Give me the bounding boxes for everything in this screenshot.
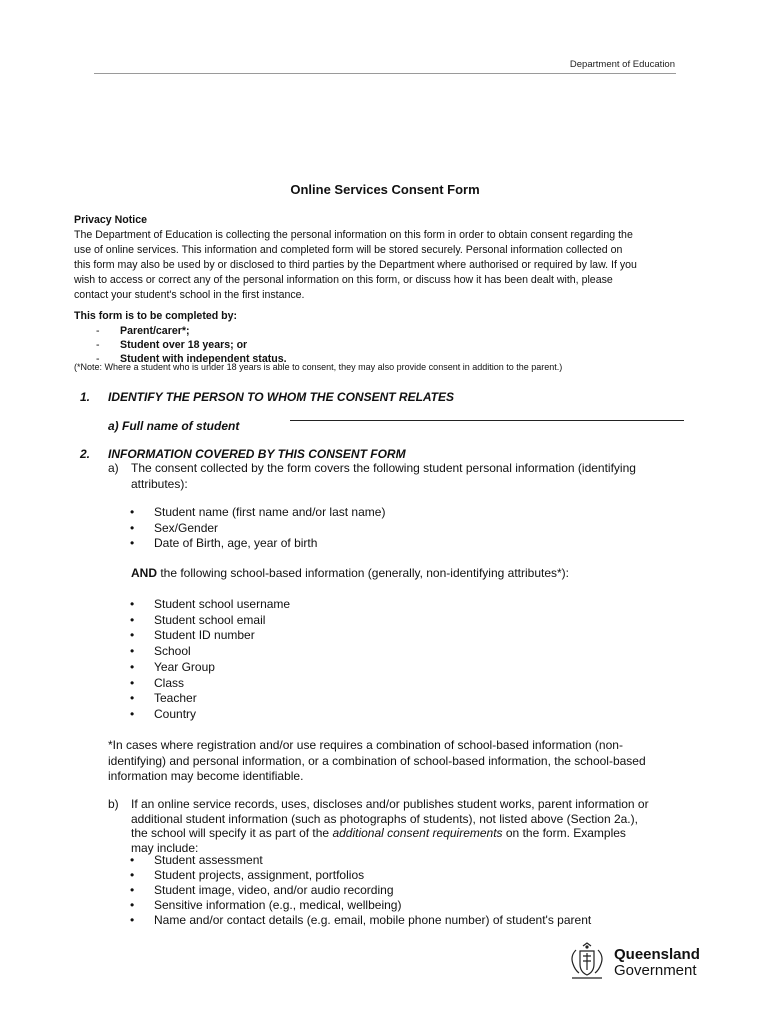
logo-line-2: Government	[614, 962, 697, 979]
list-item: - Student with independent status.	[96, 353, 287, 365]
privacy-line: this form may also be used by or disclosed to third parties by the Department where authorised or required by law. If you	[74, 259, 637, 271]
text-line: *In cases where registration and/or use requires a combination of school-based information (non-	[108, 738, 623, 752]
queensland-government-logo	[566, 942, 701, 982]
list-item: • Student school username	[130, 597, 290, 613]
text-line: may include:	[131, 841, 199, 856]
list-item: • Country	[130, 707, 290, 723]
privacy-line: contact your student's school in the first instance.	[74, 289, 305, 301]
examples-list	[130, 853, 591, 928]
school-info-list	[130, 597, 290, 723]
completed-by-list	[96, 324, 287, 366]
section-1-heading: IDENTIFY THE PERSON TO WHOM THE CONSENT RELATES	[108, 390, 455, 404]
text-line: The consent collected by the form covers the following student personal information (identifying	[131, 461, 636, 475]
list-item: • Teacher	[130, 691, 290, 707]
list-item: • Student assessment	[130, 853, 591, 868]
list-item: • Year Group	[130, 660, 290, 676]
item-a-marker: a)	[108, 461, 119, 475]
list-item: • Sensitive information (e.g., medical, wellbeing)	[130, 898, 591, 913]
full-name-label: a) Full name of student	[108, 419, 240, 433]
list-item: • Student image, video, and/or audio recording	[130, 883, 591, 898]
privacy-line: wish to access or correct any of the personal information on this form, or discuss how it has been dealt with, please	[74, 274, 613, 286]
header-divider	[94, 73, 676, 74]
text-line: the school will specify it as part of the additional consent requirements on the form. Examples	[131, 826, 626, 841]
completed-by-note: (*Note: Where a student who is under 18 years is able to consent, they may also provide consent in addition to the parent.)	[74, 362, 563, 372]
queensland-crest-icon	[566, 942, 608, 982]
list-item: • Class	[130, 676, 290, 692]
and-line: AND the following school-based information (generally, non-identifying attributes*):	[131, 566, 570, 580]
list-item: • Student ID number	[130, 628, 290, 644]
section-2-number: 2.	[80, 447, 91, 461]
privacy-line: use of online services. This information and completed form will be stored securely. Personal information collected on	[74, 244, 623, 256]
list-item: • Student name (first name and/or last name)	[130, 505, 385, 521]
privacy-text	[74, 228, 696, 303]
item-b-marker: b)	[108, 797, 119, 811]
department-name: Department of Education	[569, 59, 675, 70]
list-item: • Student projects, assignment, portfolios	[130, 868, 591, 883]
list-item: • Date of Birth, age, year of birth	[130, 536, 385, 552]
text-line: additional student information (such as photographs of students), not listed above (Section 2a.),	[131, 811, 638, 826]
text-line: identifying) and personal information, or a combination of school-based information, the school-based	[108, 753, 646, 768]
list-item: - Parent/carer*;	[96, 325, 190, 337]
text-line: If an online service records, uses, discloses and/or publishes student works, parent information or	[131, 797, 649, 811]
privacy-heading: Privacy Notice	[74, 214, 148, 226]
list-item: • Student school email	[130, 613, 290, 629]
logo-line-1: Queensland	[614, 946, 700, 963]
list-item: - Student over 18 years; or	[96, 339, 248, 351]
list-item: • Name and/or contact details (e.g. email, mobile phone number) of student's parent	[130, 913, 591, 928]
section-2-heading: INFORMATION COVERED BY THIS CONSENT FORM	[108, 447, 406, 461]
text-line: information may become identifiable.	[108, 769, 304, 783]
text-line: attributes):	[131, 476, 188, 491]
section-1-number: 1.	[80, 390, 91, 404]
completed-by-heading: This form is to be completed by:	[74, 310, 238, 322]
list-item: • Sex/Gender	[130, 521, 385, 537]
privacy-line: The Department of Education is collecting the personal information on this form in order to obtain consent regarding the	[74, 229, 633, 241]
form-title: Online Services Consent Form	[290, 182, 480, 197]
item-a-text	[131, 461, 701, 492]
list-item: • School	[130, 644, 290, 660]
full-name-field[interactable]	[290, 420, 684, 421]
personal-info-list	[130, 505, 385, 552]
item-b-text	[131, 797, 711, 856]
footnote	[108, 738, 708, 785]
